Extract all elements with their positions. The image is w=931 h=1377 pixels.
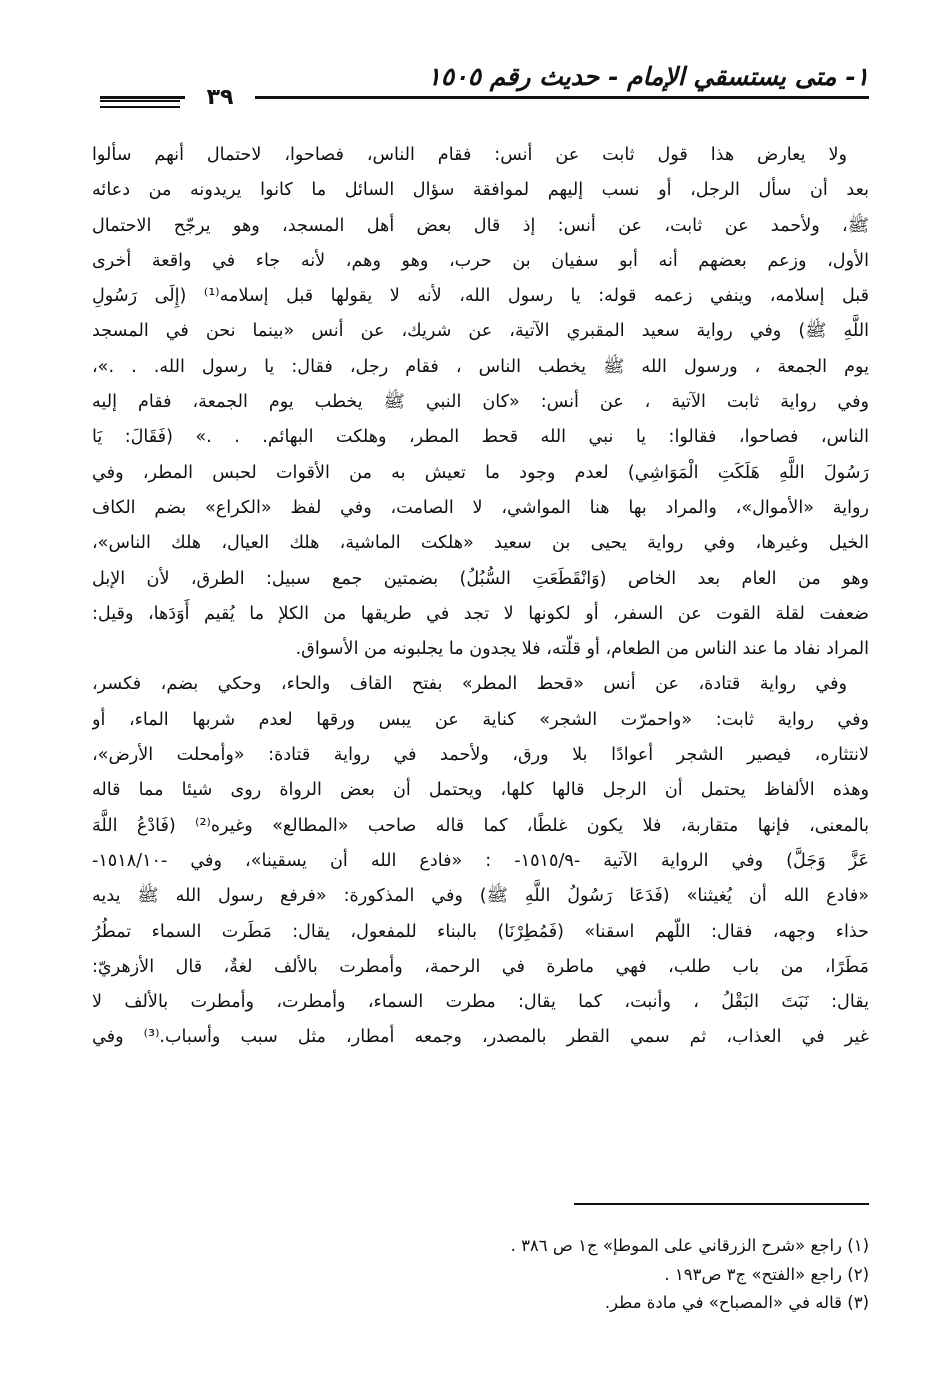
body-line: بالمعنى، فإنها متقاربة، فلا يكون غلطًا، كما قاله صاحب «المطالع» وغيره⁽²⁾ (فَادْعُ اللَّهَ [92, 815, 869, 836]
body-line: وهذه الألفاظ يحتمل أن الرجل قالها كلها، ويحتمل أن بعض الرواة روى شيئا مما قاله [92, 780, 869, 801]
body-line: مَطَرًا، من باب طلب، فهي ماطرة في الرحمة، وأمطرت بالألف لغةٌ، قال الأزهريّ: [92, 956, 869, 977]
body-line: قبل إسلامه، وينفي زعمه قوله: يا رسول الله، لأنه لا يقولها قبل إسلامه⁽¹⁾ (إِلَى رَسُولِ [92, 286, 869, 307]
body-line: وهو من العام بعد الخاص (وَانْقَطَعَتِ السُّبُلُ) بضمتين جمع سبيل: الطرق، لأن الإبل [92, 568, 869, 589]
header-double-rule-lower [100, 106, 180, 108]
body-line: ضعفت لقلة القوت عن السفر، أو لكونها لا تجد في طريقها من الكلإ ما يُقيم أَوَدَها، وقيل: [92, 603, 869, 624]
body-line: اللَّهِ ﷺ) وفي رواية سعيد المقبري الآتية، عن شريك، عن أنس «بينما نحن في المسجد [92, 321, 869, 342]
body-line: الأول، وزعم بعضهم أنه أبو سفيان بن حرب، وهو وهم، لأنه جاء في واقعة أخرى [92, 250, 869, 271]
body-line: وفي رواية ثابت الآتية ، عن أنس: «كان النبي ﷺ يخطب يوم الجمعة، فقام إليه [92, 392, 869, 413]
body-line: الناس، فصاحوا، فقالوا: يا نبي الله قحط المطر، وهلكت البهائم. . .» (فَقَالَ: يَا [92, 427, 869, 448]
footnote: (٣) قاله في «المصباح» في مادة مطر. [604, 1293, 869, 1312]
page-number: ٣٩ [206, 85, 234, 110]
body-line: رَسُولَ اللَّهِ هَلَكَتِ الْمَوَاشِي) لعدم وجود ما تعيش به من الأقوات لحبس المطر، وفي [92, 462, 869, 483]
footnote: (٢) راجع «الفتح» ج٣ ص١٩٣ . [664, 1264, 869, 1284]
footnotes [92, 1232, 869, 1318]
footnote: (١) راجع «شرح الزرقاني على الموطإ» ج١ ص ٣٨٦ . [510, 1236, 869, 1255]
body-line: المراد نفاد ما عند الناس من الطعام، أو قلّته، فلا يجدون ما يجلبونه من الأسواق. [295, 639, 869, 660]
body-line: «فادع الله أن يُغيثنا» (فَدَعَا رَسُولُ اللَّهِ ﷺ) وفي المذكورة: «فرفع رسول الله ﷺ يديه [92, 886, 869, 907]
body-line: الخيل وغيرها، وفي رواية يحيى بن سعيد «هلكت الماشية، هلك العيال، هلك الناس»، [92, 533, 869, 554]
body-line: لانتثاره، فيصير الشجر أعوادًا بلا ورق، ولأحمد في رواية قتادة: «وأمحلت الأرض»، [92, 745, 869, 766]
page-header [100, 62, 869, 114]
body-line: يقال: نَبَتَ البَقْلُ ، وأنبت، كما يقال: مطرت السماء، وأمطرت، وأمطرت بالألف لا [92, 992, 869, 1013]
body-line: بعد أن سأل الرجل، أو نسب إليهم لموافقة سؤال السائل ما كانوا يريدونه من دعائه [92, 180, 869, 201]
body-line: غير في العذاب، ثم سمي القطر بالمصدر، وجمعه أمطار، مثل سبب وأسباب.⁽³⁾ وفي [92, 1027, 869, 1048]
body-line: وفي رواية ثابت: «واحمرّت الشجر» كناية عن يبس ورقها لعدم شربها الماء، أو [92, 709, 869, 730]
footnote-separator [574, 1203, 869, 1205]
body-line: حذاء وجهه، فقال: اللّهم اسقنا» (فَمُطِرْنَا) بالبناء للمفعول، يقال: مَطَرت السماء تمطُرُ [92, 921, 869, 942]
body-line: وفي رواية قتادة، عن أنس «قحط المطر» بفتح القاف والحاء، وحكي بضم، فكسر، [92, 674, 847, 695]
body-line: ولا يعارض هذا قول ثابت عن أنس: فقام الناس، فصاحوا، لاحتمال أنهم سألوا [92, 145, 847, 165]
page-number-box [185, 84, 255, 112]
body-text [92, 138, 869, 1056]
body-line: عَزَّ وَجَلَّ) وفي الرواية الآتية -١٥١٥/٩- : «فادع الله أن يسقينا»، وفي -١٥١٨/١٠- [92, 850, 869, 871]
body-line: ﷺ، ولأحمد عن ثابت، عن أنس: إذ قال بعض أهل المسجد، وهو يرجّح الاحتمال [92, 215, 869, 236]
body-line: رواية «الأموال»، والمراد بها هنا المواشي، لا الصامت، وفي لفظ «الكراع» بضم الكاف [92, 497, 869, 518]
body-line: يوم الجمعة ، ورسول الله ﷺ يخطب الناس ، فقام رجل، فقال: يا رسول الله. . .»، [92, 356, 869, 377]
header-double-rule-upper [100, 100, 180, 102]
running-title: ١- متى يستسقي الإمام - حديث رقم ١٥٠٥ [427, 62, 869, 91]
